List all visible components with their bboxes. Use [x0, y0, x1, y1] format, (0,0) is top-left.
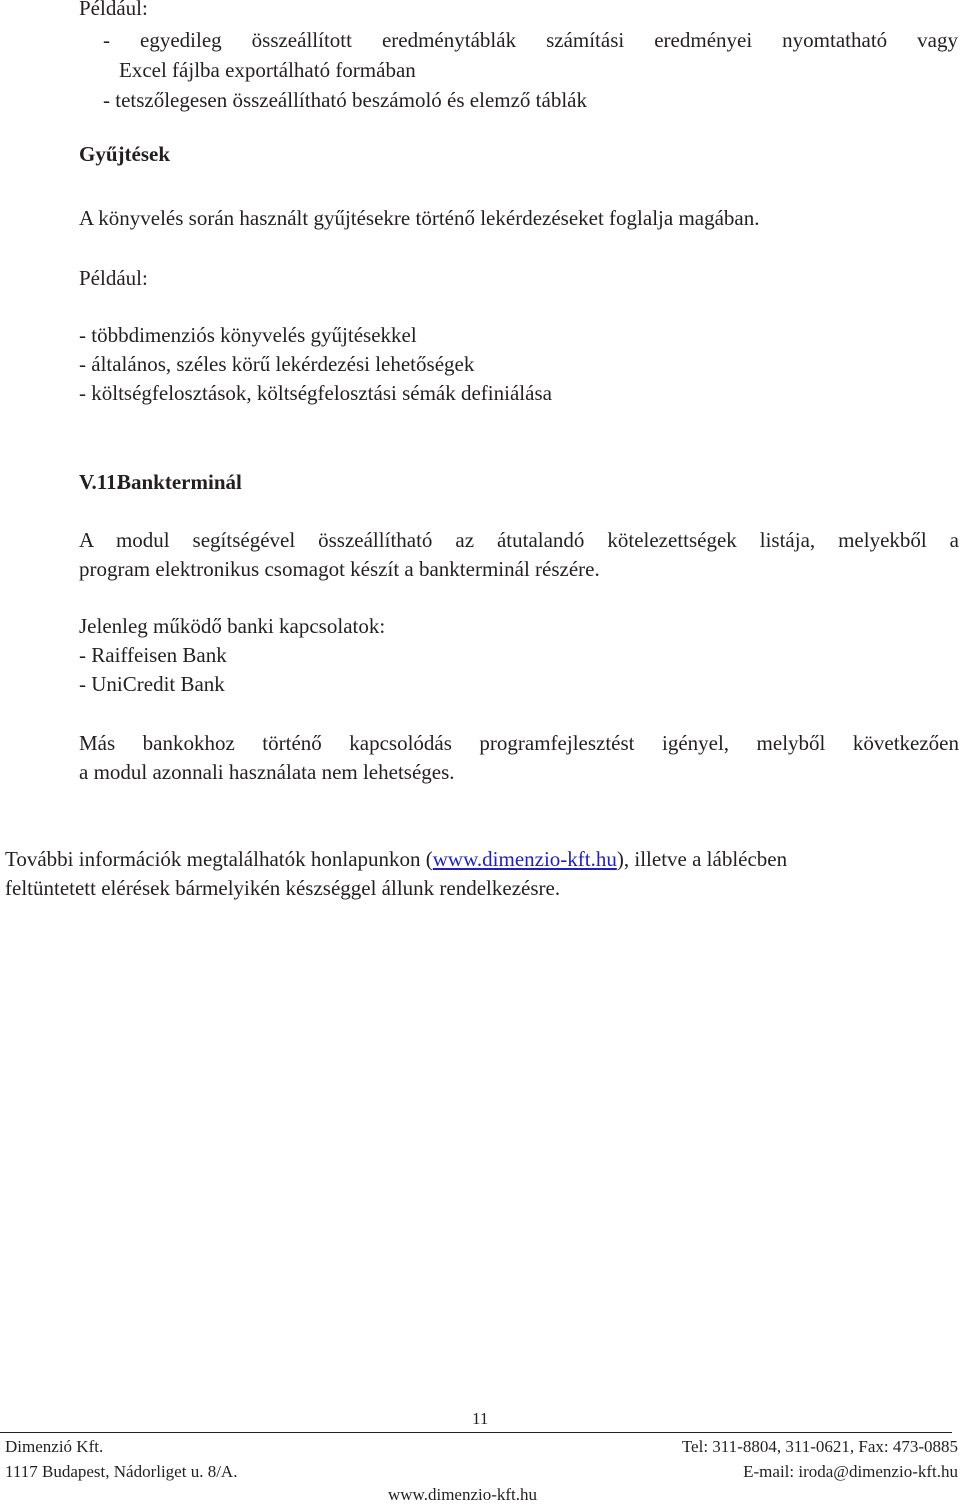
paragraph-modul-line1: A modul segítségével összeállítható az átutalandó kötelezettségek listája, melyekből a	[79, 528, 959, 552]
section-description-gyujtesek: A könyvelés során használt gyűjtésekre történő lekérdezéseket foglalja magában.	[79, 206, 760, 230]
paragraph-modul-line2: program elektronikus csomagot készít a bankterminál részére.	[79, 557, 600, 581]
website-link[interactable]: www.dimenzio-kft.hu	[432, 847, 617, 871]
example-label-top: Például:	[79, 0, 148, 20]
paragraph-other-banks-line2: a modul azonnali használata nem lehetséges.	[79, 760, 455, 784]
section-heading-gyujtesek: Gyűjtések	[79, 142, 170, 166]
list-item-results-line1: - egyedileg összeállított eredménytáblák számítási eredményei nyomtatható vagy	[103, 28, 958, 52]
footer-website: www.dimenzio-kft.hu	[388, 1485, 538, 1504]
list-item: - többdimenziós könyvelés gyűjtésekkel	[79, 323, 417, 347]
footer-divider	[0, 1432, 952, 1433]
more-info-text-after: ), illetve a láblécben	[616, 847, 788, 871]
bank-list-item: - Raiffeisen Bank	[79, 643, 227, 667]
more-info-line1	[5, 845, 787, 874]
list-item: - költségfelosztások, költségfelosztási sémák definiálása	[79, 381, 552, 405]
example-label-gyujtesek: Például:	[79, 266, 148, 290]
list-item-results-line2: Excel fájlba exportálható formában	[119, 58, 416, 82]
footer-address: 1117 Budapest, Nádorliget u. 8/A.	[5, 1462, 238, 1481]
section-title-bankterminal: Bankterminál	[117, 470, 242, 494]
page-number: 11	[472, 1409, 489, 1428]
section-number: V.11.	[79, 470, 122, 494]
footer-email: E-mail: iroda@dimenzio-kft.hu	[743, 1462, 958, 1481]
footer-company: Dimenzió Kft.	[5, 1437, 104, 1456]
list-item-reports: - tetszőlegesen összeállítható beszámoló és elemző táblák	[103, 88, 587, 112]
connections-label: Jelenleg működő banki kapcsolatok:	[79, 614, 386, 638]
more-info-text-before: További információk megtalálhatók honlapunkon (	[5, 847, 433, 871]
bank-list-item: - UniCredit Bank	[79, 672, 225, 696]
footer-phone: Tel: 311-8804, 311-0621, Fax: 473-0885	[681, 1437, 958, 1456]
more-info-line2: feltüntetett elérések bármelyikén készséggel állunk rendelkezésre.	[5, 876, 561, 900]
list-item: - általános, széles körű lekérdezési lehetőségek	[79, 352, 475, 376]
paragraph-other-banks-line1: Más bankokhoz történő kapcsolódás programfejlesztést igényel, melyből következően	[79, 731, 959, 755]
